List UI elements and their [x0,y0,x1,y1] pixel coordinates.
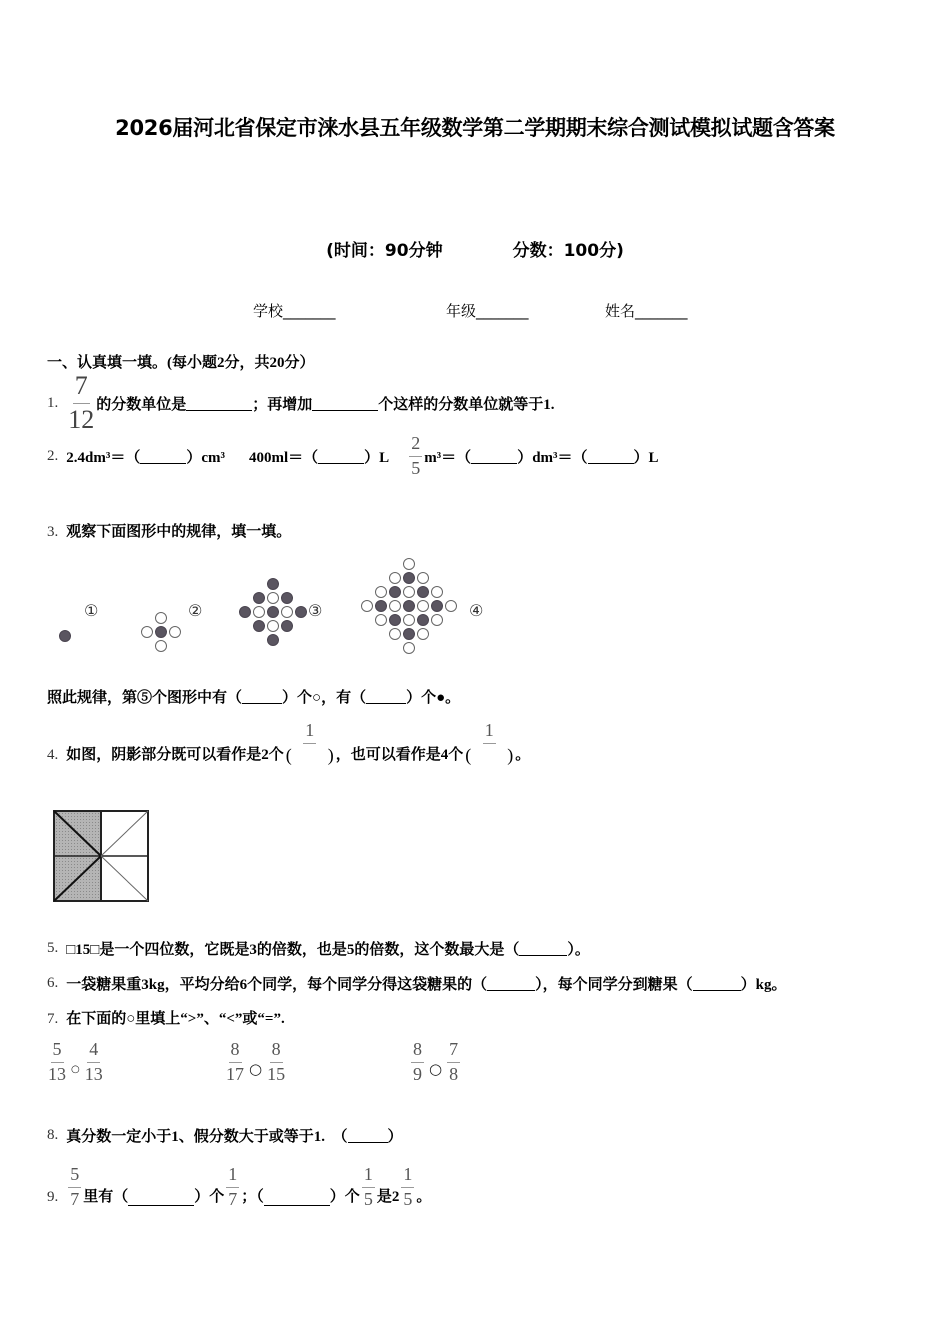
comparison-1: $\frac{5}{13}$ ○ $\frac{4}{13}$ [48,1039,103,1084]
question-5: 5. □15□是一个四位数，它既是3的倍数，也是5的倍数，这个数最大是（ ）。 [47,940,590,958]
empty-dot [169,626,181,638]
compare-circle[interactable]: ○ [249,1060,263,1079]
filled-dot [431,600,443,612]
figure-label-3: ③ [308,601,323,620]
question-1: 1. $\frac{7}{12}$ 的分数单位是 ；再增加 个这样的分数单位就等于1. [47,371,555,434]
filled-dot [375,600,387,612]
question-3: 3. 观察下面图形中的规律，填一填。 [47,524,292,540]
school-field[interactable]: 学校_______ [253,302,336,320]
answer-blank[interactable] [242,689,282,704]
exam-score: 分数：100分) [512,241,624,261]
fraction-1-5: $\frac{1}{5}$ [363,1164,373,1210]
empty-dot [417,572,429,584]
empty-dot [403,586,415,598]
figure-label-1: ① [84,601,99,620]
filled-dot [417,614,429,626]
exam-meta [0,236,950,261]
answer-blank[interactable] [128,1191,194,1206]
exam-time: (时间：90分钟 [326,241,443,261]
empty-dot [431,614,443,626]
empty-dot [445,600,457,612]
filled-dot [267,578,279,590]
answer-blank[interactable] [312,396,378,411]
empty-dot [267,620,279,632]
name-field[interactable]: 姓名_______ [605,302,688,320]
filled-dot [59,630,71,642]
filled-dot [403,600,415,612]
filled-dot [155,626,167,638]
filled-dot [281,592,293,604]
empty-dot [417,600,429,612]
empty-dot [431,586,443,598]
answer-blank[interactable] [366,689,406,704]
comparison-2: $\frac{8}{17}$ ○ $\frac{8}{15}$ [226,1039,286,1084]
fraction-2-5: $\frac{2}{5}$ [411,433,421,478]
figure-label-2: ② [188,601,203,620]
filled-dot [239,606,251,618]
empty-dot [403,614,415,626]
compare-circle[interactable]: ○ [429,1060,443,1079]
empty-dot [141,626,153,638]
fraction-1-blank[interactable]: $\frac{1}{( )}$ [465,720,514,766]
empty-dot [403,558,415,570]
comparison-3: $\frac{8}{9}$ ○ $\frac{7}{8}$ [413,1039,459,1084]
answer-blank[interactable] [588,449,634,464]
question-6: 6. 一袋糖果重3kg，平均分给6个同学，每个同学分得这袋糖果的（ ），每个同学分到糖果（ ）kg。 [47,975,787,993]
question-8: 8. 真分数一定小于1、假分数大于或等于1. （ ） [47,1127,403,1145]
answer-blank[interactable] [471,449,517,464]
filled-dot [389,586,401,598]
answer-blank[interactable] [264,1191,330,1206]
empty-dot [155,612,167,624]
filled-dot [403,628,415,640]
question-4: 4. 如图，阴影部分既可以看作是2个 $\frac{1}{( )}$ ，也可以看作是4个 $\frac{1}{( )}$ 。 [47,720,531,766]
fraction-1-7: $\frac{1}{7}$ [228,1164,238,1210]
fraction-7-12: $\frac{7}{12}$ [68,371,95,434]
fraction-1-blank[interactable]: $\frac{1}{( )}$ [285,720,334,766]
answer-blank[interactable] [348,1128,388,1143]
empty-dot [403,642,415,654]
question-9: 9. $\frac{5}{7}$ 里有（ ）个 $\frac{1}{7}$ ；（ ）个 $\frac{1}{5}$ 是2 $\frac{1}{5}$ 。 [47,1164,432,1210]
empty-dot [389,628,401,640]
question-7: 7. 在下面的○里填上“>”、“<”或“=”. [47,1011,285,1027]
empty-dot [267,592,279,604]
question-3-followup: 照此规律，第⑤个图形中有（ ）个○，有（ ）个●。 [47,690,461,706]
answer-blank[interactable] [140,449,186,464]
grade-field[interactable]: 年级_______ [446,302,529,320]
figure-label-4: ④ [469,601,484,620]
answer-blank[interactable] [318,449,364,464]
filled-dot [417,586,429,598]
answer-blank[interactable] [519,941,567,956]
empty-dot [389,600,401,612]
section-heading: 一、认真填一填。(每小题2分，共20分） [47,355,315,371]
empty-dot [417,628,429,640]
document-title: 2026届河北省保定市涞水县五年级数学第二学期期末综合测试模拟试题含答案 [115,116,835,140]
empty-dot [253,606,265,618]
empty-dot [281,606,293,618]
filled-dot [267,634,279,646]
empty-dot [361,600,373,612]
answer-blank[interactable] [487,976,535,991]
shaded-square-figure [53,810,149,902]
compare-circle[interactable]: ○ [71,1063,80,1075]
empty-dot [375,614,387,626]
filled-dot [253,592,265,604]
empty-dot [155,640,167,652]
filled-dot [281,620,293,632]
filled-dot [403,572,415,584]
fraction-5-7: $\frac{5}{7}$ [70,1164,80,1210]
answer-blank[interactable] [693,976,741,991]
filled-dot [295,606,307,618]
answer-blank[interactable] [186,396,252,411]
fraction-1-5: $\frac{1}{5}$ [403,1164,413,1210]
filled-dot [389,614,401,626]
empty-dot [375,586,387,598]
filled-dot [267,606,279,618]
empty-dot [389,572,401,584]
filled-dot [253,620,265,632]
question-2: 2. 2.4dm³＝（ ）cm³ 400ml＝（ ）L $\frac{2}{5}$ m³＝（ ）dm³＝（ ）L [47,433,659,478]
